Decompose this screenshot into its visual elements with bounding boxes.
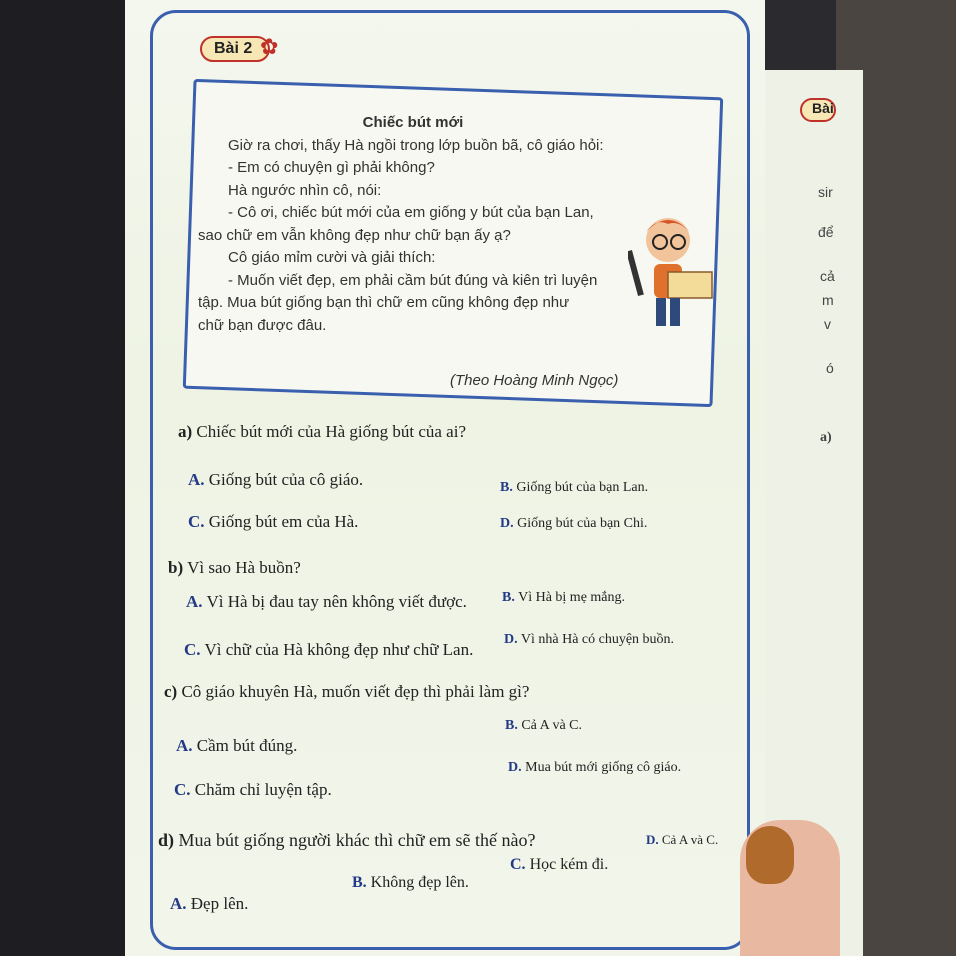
question-a-option-c[interactable]: C. Giống bút em của Hà.	[188, 512, 359, 531]
background-left	[0, 0, 125, 956]
question-c-option-b[interactable]: B. Cả A và C.	[505, 718, 583, 733]
question-c-option-d[interactable]: D. Mua bút mới giống cô giáo.	[508, 760, 682, 775]
thumbnail-nail	[746, 826, 794, 884]
boy-with-book-illustration	[628, 210, 718, 340]
reading-line: Cô giáo mỉm cười và giải thích:	[228, 249, 436, 266]
reading-line: - Cô ơi, chiếc bút mới của em giống y bút của bạn Lan,	[228, 204, 594, 221]
right-fragment: a)	[820, 430, 832, 445]
question-c: c) Cô giáo khuyên Hà, muốn viết đẹp thì phải làm gì?	[164, 682, 530, 701]
question-d-option-c[interactable]: C. Học kém đi.	[510, 856, 609, 873]
question-a-option-b[interactable]: B. Giống bút của bạn Lan.	[500, 480, 649, 495]
right-page-label: Bài	[800, 98, 836, 122]
rose-icon: ✿	[260, 34, 279, 59]
question-b-option-c[interactable]: C. Vì chữ của Hà không đẹp như chữ Lan.	[184, 640, 474, 659]
reading-line: Hà ngước nhìn cô, nói:	[228, 181, 382, 199]
reading-title: Chiếc bút mới	[362, 114, 464, 131]
reading-line: - Em có chuyện gì phải không?	[228, 159, 435, 176]
question-d: d) Mua bút giống người khác thì chữ em sẽ thế nào?	[158, 830, 536, 850]
question-c-option-c[interactable]: C. Chăm chỉ luyện tập.	[174, 780, 332, 799]
question-d-option-b[interactable]: B. Không đẹp lên.	[352, 874, 469, 891]
right-fragment: sir	[818, 184, 833, 200]
question-d-option-a[interactable]: A. Đẹp lên.	[170, 894, 249, 913]
right-fragment: m	[822, 292, 834, 308]
reading-line: chữ bạn được đâu.	[198, 316, 327, 334]
question-a-option-d[interactable]: D. Giống bút của bạn Chi.	[500, 516, 648, 531]
question-b-option-a[interactable]: A. Vì Hà bị đau tay nên không viết được.	[186, 592, 467, 611]
reading-line: tập. Mua bút giống bạn thì chữ em cũng không đẹp như	[198, 294, 570, 311]
right-fragment: v	[824, 316, 831, 332]
question-b-option-b[interactable]: B. Vì Hà bị mẹ mắng.	[502, 590, 626, 605]
question-c-option-a[interactable]: A. Cầm bút đúng.	[176, 736, 298, 755]
reading-line: Giờ ra chơi, thấy Hà ngồi trong lớp buồn bã, cô giáo hỏi:	[228, 136, 604, 154]
reading-text	[198, 112, 628, 337]
question-b: b) Vì sao Hà buồn?	[168, 558, 301, 577]
question-a-option-a[interactable]: A. Giống bút của cô giáo.	[188, 470, 364, 489]
reading-source: (Theo Hoàng Minh Ngọc)	[450, 372, 619, 389]
question-b-option-d[interactable]: D. Vì nhà Hà có chuyện buồn.	[504, 632, 675, 647]
right-fragment: cả	[820, 268, 835, 284]
question-a: a) Chiếc bút mới của Hà giống bút của ai?	[178, 422, 466, 441]
reading-line: - Muốn viết đẹp, em phải cầm bút đúng và kiên trì luyện	[228, 271, 598, 289]
reading-line: sao chữ em vẫn không đẹp như chữ bạn ấy ạ?	[198, 226, 511, 244]
question-d-option-d[interactable]: D. Cả A và C.	[646, 832, 719, 847]
section-label: Bài 2	[200, 36, 270, 62]
right-fragment: để	[818, 224, 834, 240]
right-fragment: ó	[826, 360, 834, 376]
